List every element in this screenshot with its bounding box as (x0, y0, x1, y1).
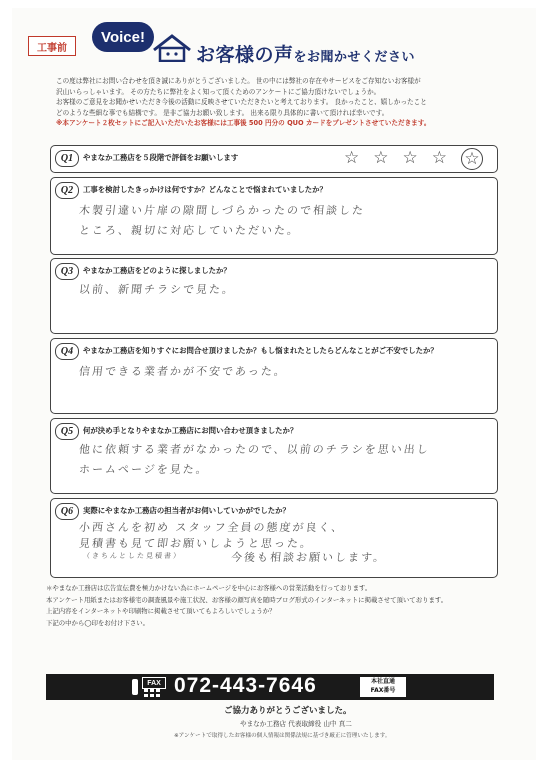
question-q5: Q5 何が決め手となりやまなか工務店にお問い合わせ頂きましたか？ 他に依頼する業者がなかったので、以前のチラシを思い出し ホームページを見た。 (50, 418, 498, 494)
fax-machine-icon (144, 689, 164, 698)
fax-bar (46, 674, 494, 700)
question-q4: Q4 やまなか工務店を知りすぐにお問合せ頂けましたか？もし悩まれたとしたらどんなことがご不安でしたか？ 信用できる業者かが不安であった。 (50, 338, 498, 414)
star-icon[interactable]: ☆ (373, 148, 389, 168)
before-construction-badge: 工事前 (28, 36, 76, 56)
publication-notes: ＊やまなか工務店は広告宣伝費を極力かけない為にホームページを中心にお客様への営業活動を行っております。 本アンケート用紙またはお客様宅の調査風景や施工状況、お客様の顔写真を随時ブログ形式のインターネットに掲載させて頂いております。 上記内容をインターネットや印刷物に掲載させて頂いてもよろしいでしょうか？ 下記の中から◯印をお付け下さい。 (46, 584, 448, 627)
answer-line: ところ、親切に対応していただいた。 (78, 224, 301, 237)
question-q3: やまなか工務店をどのように探しましたか？ Q3 以前、新聞チラシで見た。 (50, 258, 498, 334)
phone-icon (130, 678, 140, 696)
thanks-text: ご協力ありがとうございました。 (224, 706, 352, 716)
answer-line: 木製引違い片扉の隙間しづらかったので相談した (78, 204, 366, 217)
intro-text: この度は弊社にお問い合わせを頂き誠にありがとうございました。 世の中には弊社の存在やサービスをご存知ないお客様が 沢山いらっしゃいます。 その方たちに弊社をよく知って頂くためのアンケートにご協力頂けないでしょうか。 お客様のご意見をお聞かせいただき今後の活動に反映させていただきたいと考えております。 良かったこと、嬉しかったこと どのような些細な事でも結構です。 是非ご協力お願い致します。 出来る限り具体的に書いて頂ければ幸いです。 ※本アンケート２枚セットにご記入いただいたお客様には工事後 500 円分の QUO カードをプレゼントさせていただきます。 (56, 77, 431, 127)
answer-line: 小西さんを初め スタッフ全員の態度が良く、 (78, 521, 345, 534)
house-icon (150, 32, 194, 62)
rating-stars (344, 148, 483, 170)
answer-line: 他に依頼する業者がなかったので、以前のチラシを思い出し (78, 443, 431, 456)
star-icon[interactable]: ☆ (431, 148, 447, 168)
voice-logo: Voice! (92, 22, 154, 52)
question-q1: Q1 やまなか工務店を５段階で評価をお願いします ☆ ☆ ☆ ☆ ☆ (50, 145, 498, 173)
star-icon-selected[interactable]: ☆ (461, 148, 483, 170)
company-signature: やまなか工務店 代表取締役 山中 真二 (240, 720, 352, 728)
answer-line: 以前、新聞チラシで見た。 (78, 283, 236, 296)
star-icon[interactable]: ☆ (344, 148, 360, 168)
answer-line: （きちんとした見積書） (82, 552, 183, 560)
answer-line: 今後も相談お願いします。 (230, 551, 387, 564)
answer-line: ホームページを見た。 (78, 463, 210, 476)
answer-line: 見積書も見て即お願いしようと思った。 (78, 537, 314, 550)
fax-number[interactable]: 072-443-7646 (174, 674, 317, 697)
fax-note: 本社直通 FAX番号 (360, 677, 406, 697)
privacy-note: ※アンケートで取得したお客様の個人情報は関係法規に基づき厳正に管理いたします。 (174, 733, 391, 739)
page-title: お客様の声をお聞かせください (196, 44, 416, 66)
question-q2: Q2 工事を検討したきっかけは何ですか？どんなことで悩まれていましたか？ 木製引違い片扉の隙間しづらかったので相談した ところ、親切に対応していただいた。 (50, 177, 498, 255)
question-q6: Q6 実際にやまなか工務店の担当者がお伺いしていかがでしたか？ 小西さんを初め スタッフ全員の態度が良く、 見積書も見て即お願いしようと思った。 （きちんとした見積書） 今後も相談お願いします。 (50, 498, 498, 578)
fax-label: FAX (142, 677, 166, 689)
star-icon[interactable]: ☆ (402, 148, 418, 168)
answer-line: 信用できる業者かが不安であった。 (78, 365, 288, 378)
